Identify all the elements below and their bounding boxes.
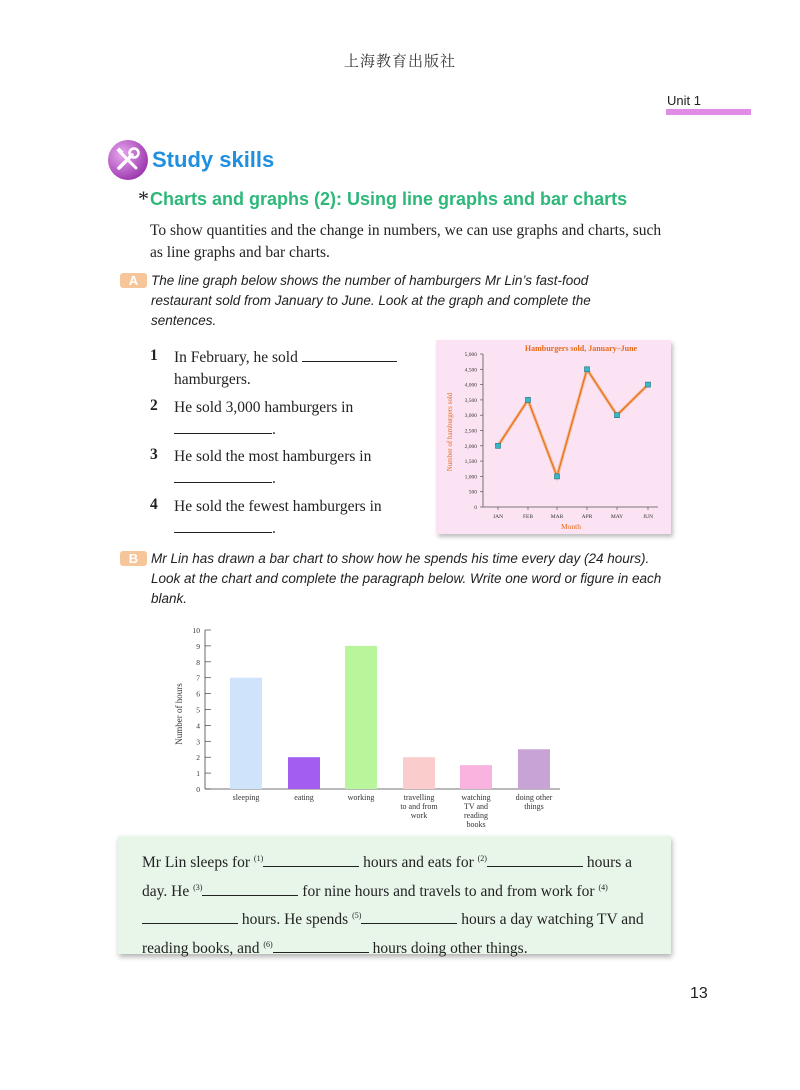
section-subtitle: Charts and graphs (2): Using line graphs and bar charts bbox=[150, 189, 628, 209]
x-tick-label: APR bbox=[581, 514, 593, 520]
tools-icon bbox=[108, 140, 148, 180]
part-a-instruction: The line graph below shows the number of hamburgers Mr Lin’s fast-food restaurant sold from January to June. Look at the graph and complete the sentences. bbox=[151, 273, 591, 328]
answer-blank[interactable] bbox=[142, 909, 238, 924]
y-tick-label: 3,000 bbox=[464, 413, 477, 420]
blank-number: (4) bbox=[598, 882, 608, 892]
line-graph-panel bbox=[436, 340, 671, 534]
x-tick-label: MAR bbox=[550, 514, 564, 520]
data-point bbox=[496, 443, 501, 448]
paragraph-text: for nine hours and travels to and from work for bbox=[302, 882, 595, 900]
blank-number: (6) bbox=[263, 939, 273, 949]
y-tick-label: 2 bbox=[196, 753, 200, 763]
y-axis-label: Number of hours bbox=[174, 683, 184, 745]
part-b-instruction: Mr Lin has drawn a bar chart to show how he spends his time every day (24 hours). Look at the chart and complete the paragraph below. Write one word or figure in each blank. bbox=[151, 551, 662, 606]
part-b-badge: B bbox=[120, 551, 147, 566]
bar bbox=[403, 757, 435, 789]
y-tick-label: 10 bbox=[192, 626, 200, 635]
question-1-text bbox=[174, 347, 429, 391]
page-number: 13 bbox=[690, 985, 708, 1002]
question-text: He sold the most hamburgers in bbox=[174, 448, 372, 465]
data-point bbox=[646, 382, 651, 387]
y-tick-label: 7 bbox=[196, 673, 200, 683]
blank-number: (2) bbox=[477, 854, 487, 863]
bar bbox=[288, 757, 320, 789]
y-tick-label: 500 bbox=[468, 489, 477, 496]
y-tick-label: 6 bbox=[196, 689, 200, 699]
data-point bbox=[555, 474, 560, 479]
answer-blank[interactable] bbox=[174, 468, 272, 483]
part-a-badge: A bbox=[120, 273, 147, 288]
x-tick-label: sleeping bbox=[232, 793, 260, 802]
question-number: 3 bbox=[150, 446, 158, 463]
bar bbox=[230, 678, 262, 789]
question-number: 4 bbox=[150, 496, 158, 513]
question-4 bbox=[150, 496, 158, 514]
y-tick-label: 5 bbox=[196, 705, 200, 715]
intro-paragraph: To show quantities and the change in numbers, we can use graphs and charts, such as line graphs and bar charts. bbox=[150, 222, 662, 261]
question-3 bbox=[150, 446, 158, 464]
question-text-end: hamburgers. bbox=[174, 371, 251, 388]
data-point bbox=[585, 367, 590, 372]
unit-bar bbox=[666, 109, 751, 115]
blank-number: (1) bbox=[253, 854, 264, 863]
section-title: Study skills bbox=[152, 147, 275, 172]
x-tick-label: MAY bbox=[610, 514, 624, 520]
question-3-text bbox=[174, 446, 429, 490]
y-tick-label: 4,500 bbox=[464, 367, 477, 374]
y-tick-label: 1,500 bbox=[464, 459, 477, 466]
data-point bbox=[615, 413, 620, 418]
y-tick-label: 1 bbox=[196, 769, 200, 779]
optional-star: * bbox=[138, 186, 149, 211]
answer-blank[interactable] bbox=[174, 419, 272, 434]
y-tick-label: 0 bbox=[474, 505, 477, 511]
series-line-glow bbox=[498, 369, 648, 476]
question-text: He sold 3,000 hamburgers in bbox=[174, 399, 354, 416]
answer-blank[interactable] bbox=[302, 347, 397, 362]
x-tick-label: JAN bbox=[492, 514, 504, 520]
answer-blank[interactable] bbox=[263, 852, 359, 867]
y-tick-label: 2,500 bbox=[464, 428, 477, 435]
y-tick-label: 5,000 bbox=[464, 352, 477, 358]
answer-blank[interactable] bbox=[487, 852, 583, 867]
bar bbox=[518, 749, 550, 789]
y-tick-label: 9 bbox=[196, 641, 200, 651]
paragraph-text: hours a day. He bbox=[142, 854, 633, 900]
question-1 bbox=[150, 347, 158, 365]
publisher-name: 上海教育出版社 bbox=[343, 52, 456, 70]
unit-label: Unit 1 bbox=[667, 93, 701, 108]
x-tick-label: JUN bbox=[642, 514, 654, 520]
question-2 bbox=[150, 397, 158, 415]
y-tick-label: 4,000 bbox=[464, 382, 477, 389]
y-tick-label: 3 bbox=[196, 737, 200, 747]
y-tick-label: 2,000 bbox=[464, 443, 477, 450]
answer-blank[interactable] bbox=[361, 909, 457, 924]
question-text-end: . bbox=[272, 470, 276, 487]
answer-blank[interactable] bbox=[174, 518, 272, 533]
bar bbox=[460, 765, 492, 789]
blank-number: (5) bbox=[352, 911, 362, 920]
paragraph-text: hours. He spends bbox=[241, 911, 349, 928]
answer-blank[interactable] bbox=[202, 881, 298, 896]
bar bbox=[345, 646, 377, 789]
y-tick-label: 0 bbox=[196, 785, 200, 794]
question-text: He sold the fewest hamburgers in bbox=[174, 498, 382, 515]
x-tick-label: doing other things bbox=[515, 793, 553, 811]
answer-blank[interactable] bbox=[273, 938, 369, 953]
question-4-text bbox=[174, 496, 429, 540]
x-tick-label: watching TV and reading books bbox=[461, 793, 491, 829]
x-tick-label: travelling to and from work bbox=[400, 793, 438, 820]
bar-chart bbox=[160, 620, 580, 835]
question-text-end: . bbox=[272, 421, 276, 438]
paragraph-text: hours and eats for bbox=[363, 854, 474, 871]
x-axis-label: Month bbox=[560, 522, 582, 531]
paragraph-text: hours a day watching TV and reading books, and bbox=[142, 911, 644, 957]
question-number: 2 bbox=[150, 397, 158, 414]
data-point bbox=[526, 397, 531, 402]
y-tick-label: 1,000 bbox=[464, 474, 477, 481]
question-number: 1 bbox=[150, 347, 158, 364]
y-tick-label: 3,500 bbox=[464, 397, 477, 404]
y-tick-label: 4 bbox=[196, 721, 200, 731]
paragraph-text: hours doing other things. bbox=[372, 939, 528, 957]
chart-title: Hamburgers sold, January–June bbox=[524, 344, 638, 353]
x-tick-label: FEB bbox=[522, 514, 534, 520]
paragraph-text: Mr Lin sleeps for bbox=[142, 854, 251, 871]
blank-number: (3) bbox=[193, 882, 203, 892]
y-axis-label: Number of hamburgers sold bbox=[446, 392, 454, 472]
x-tick-label: working bbox=[347, 793, 375, 802]
question-text-end: . bbox=[272, 520, 276, 537]
y-tick-label: 8 bbox=[196, 657, 200, 667]
question-text: In February, he sold bbox=[174, 349, 298, 366]
question-2-text bbox=[174, 397, 429, 441]
x-tick-label: eating bbox=[294, 793, 314, 802]
line-graph bbox=[436, 340, 671, 534]
fill-in-paragraph bbox=[142, 847, 657, 961]
